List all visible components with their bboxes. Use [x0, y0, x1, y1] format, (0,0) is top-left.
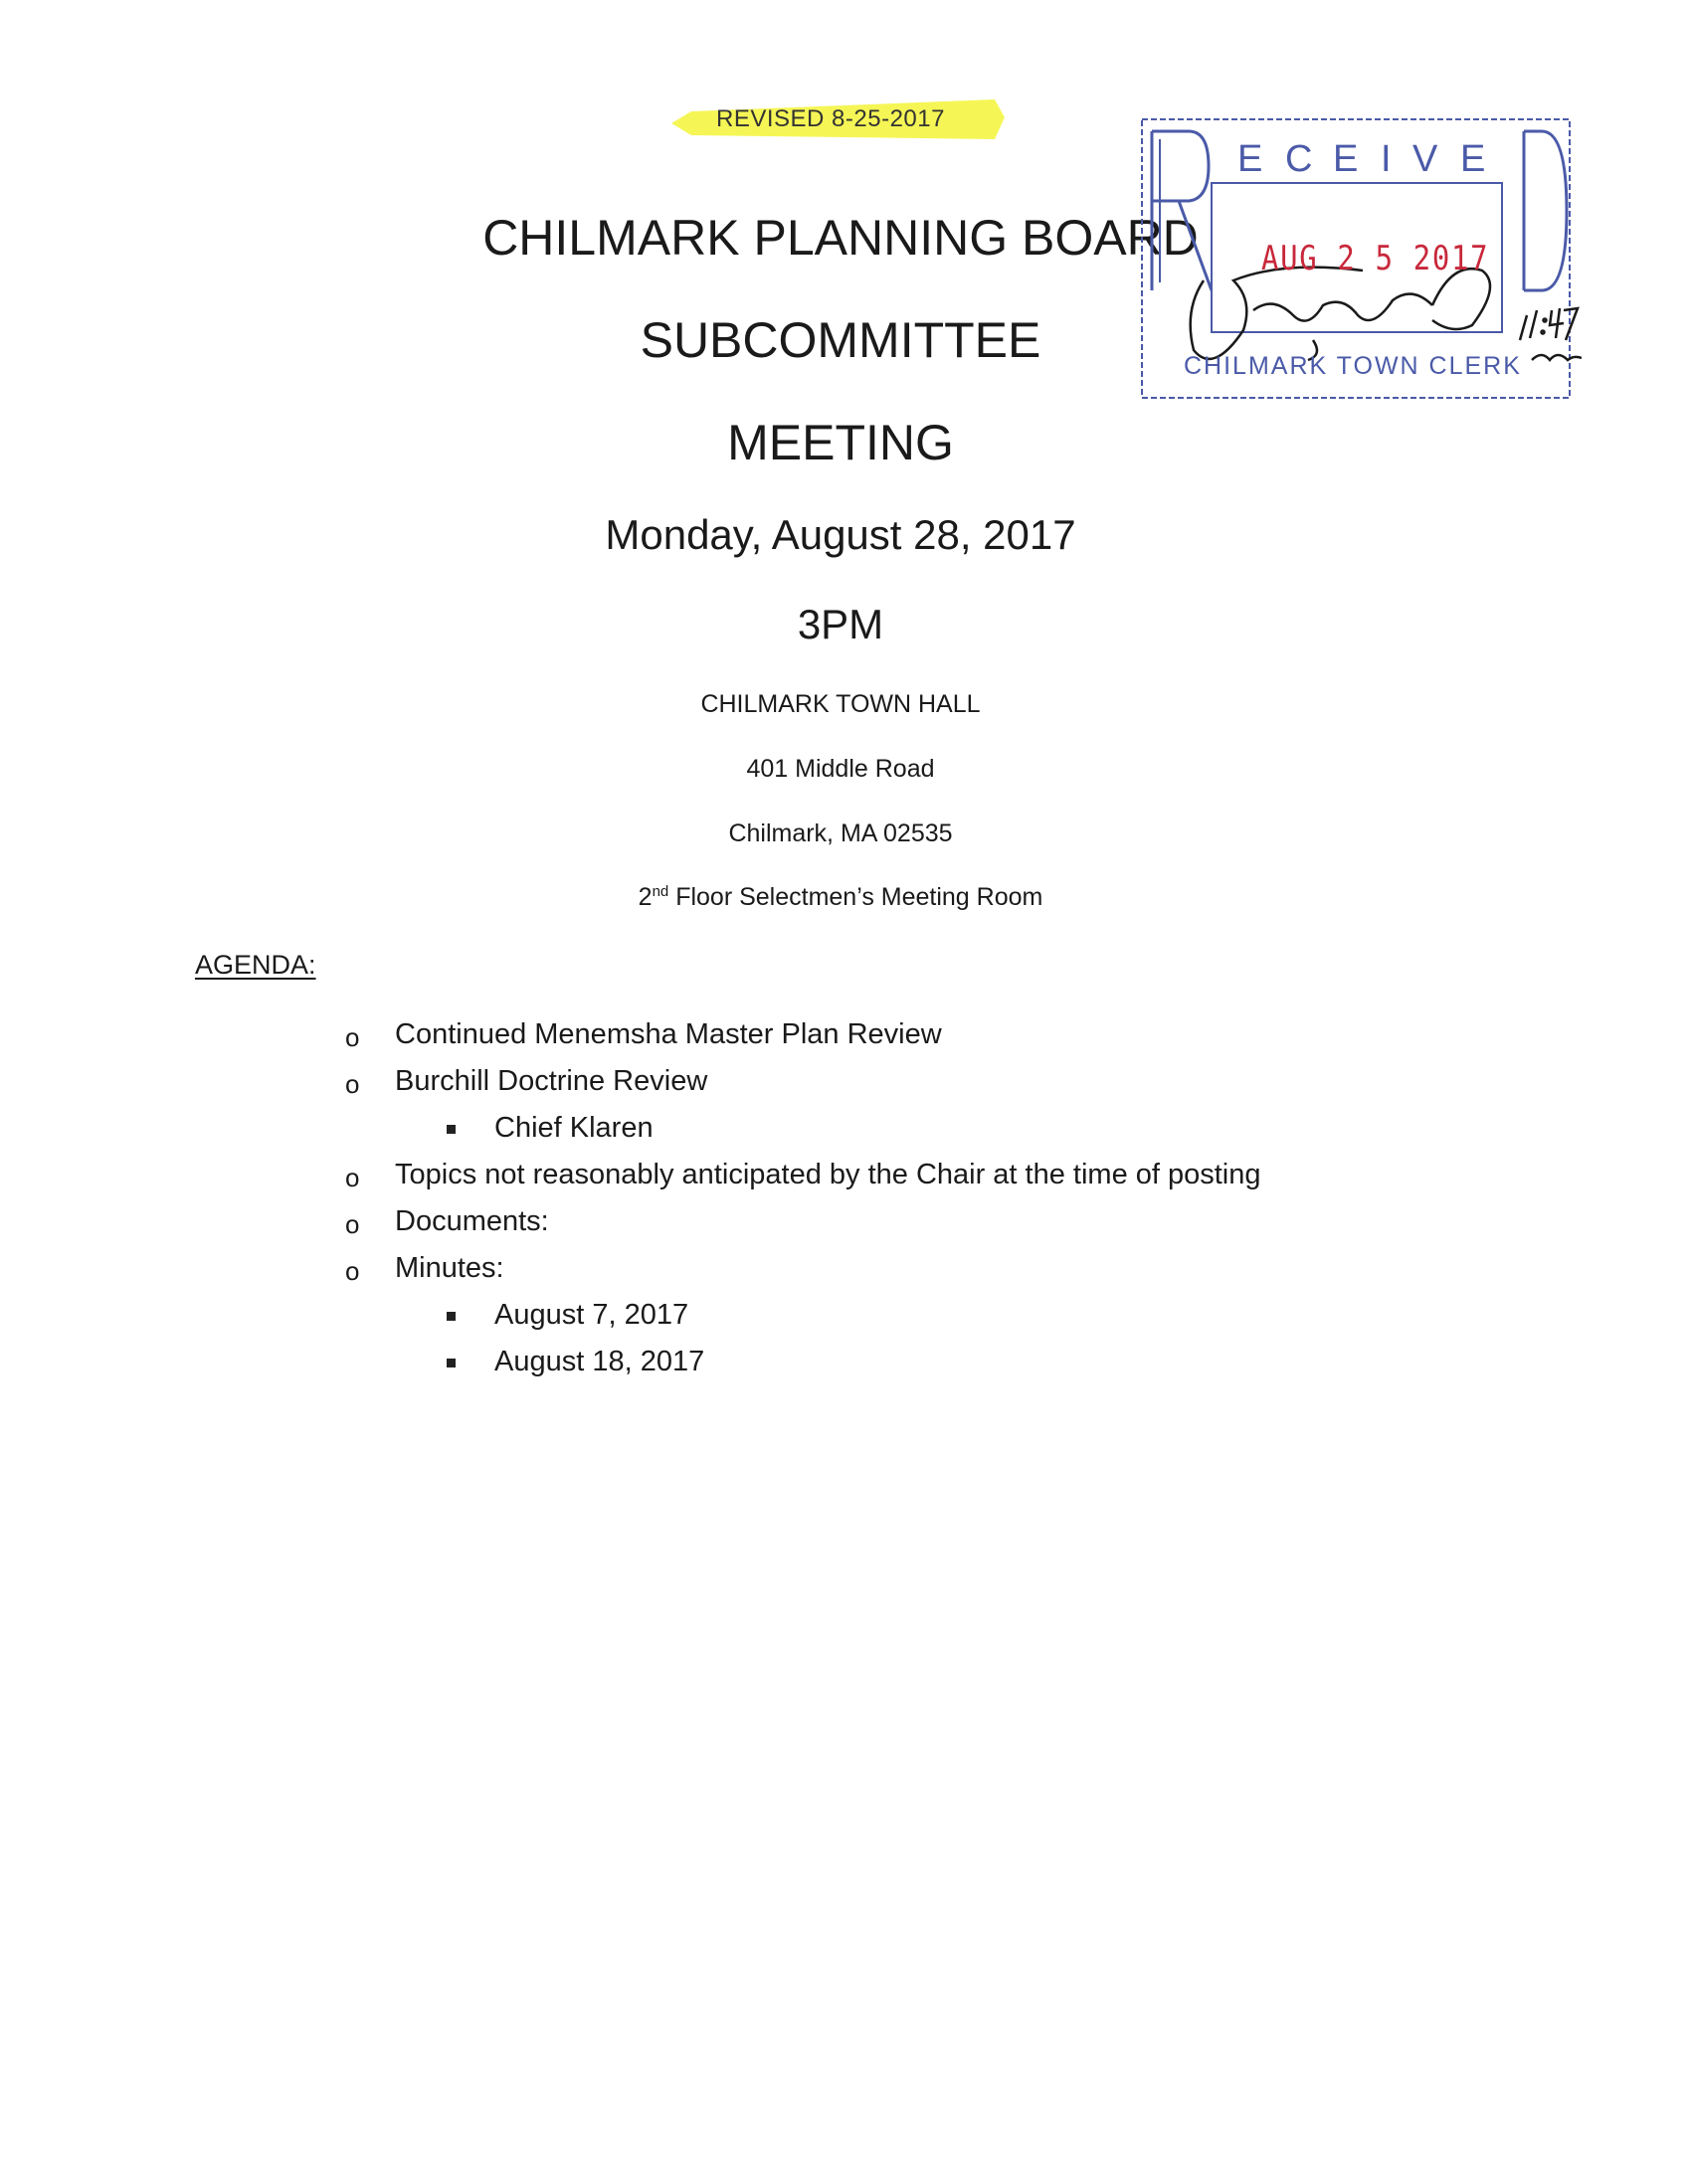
svg-text:E: E: [1333, 138, 1359, 180]
room-name: Floor Selectmen’s Meeting Room: [668, 883, 1043, 911]
circle-bullet-icon: o: [345, 1256, 360, 1286]
square-bullet-icon: [447, 1312, 456, 1321]
svg-text:V: V: [1412, 138, 1438, 180]
stamp-received-letters: [1237, 138, 1485, 180]
circle-bullet-icon: o: [345, 1022, 360, 1052]
handwritten-time: [1520, 308, 1582, 360]
svg-text:C: C: [1285, 138, 1313, 180]
agenda-subitem: August 18, 2017: [494, 1346, 705, 1377]
address-street: 401 Middle Road: [746, 755, 935, 783]
agenda-item: Topics not reasonably anticipated by the Chair at the time of posting: [395, 1159, 1261, 1190]
circle-bullet-icon: o: [345, 1163, 360, 1192]
revised-note: [671, 99, 1005, 143]
circle-bullet-icon: o: [345, 1209, 360, 1239]
address-city: Chilmark, MA 02535: [728, 819, 953, 847]
address-venue: CHILMARK TOWN HALL: [700, 690, 981, 718]
agenda-item: Documents:: [395, 1205, 549, 1237]
title-line-1: CHILMARK PLANNING BOARD: [482, 210, 1199, 266]
agenda-item: Burchill Doctrine Review: [395, 1065, 708, 1097]
agenda-label: AGENDA:: [195, 950, 316, 980]
revised-text: REVISED 8-25-2017: [716, 105, 945, 132]
stamp-clerk: CHILMARK TOWN CLERK: [1184, 352, 1522, 380]
agenda-subitem: Chief Klaren: [494, 1112, 654, 1144]
svg-text:I: I: [1381, 138, 1392, 180]
meeting-time: 3PM: [797, 601, 884, 647]
square-bullet-icon: [447, 1359, 456, 1367]
title-line-3: MEETING: [727, 415, 954, 470]
meeting-date: Monday, August 28, 2017: [605, 511, 1076, 558]
stamp-date: AUG 2 5 2017: [1261, 239, 1490, 278]
signature-mark: [1191, 268, 1490, 360]
square-bullet-icon: [447, 1125, 456, 1134]
agenda-item: Minutes:: [395, 1252, 504, 1284]
floor-suffix: nd: [652, 883, 669, 900]
address-room: [0, 883, 1681, 912]
svg-text:E: E: [1460, 138, 1486, 180]
agenda-item: Continued Menemsha Master Plan Review: [395, 1018, 942, 1050]
floor-number: 2: [638, 883, 653, 911]
circle-bullet-icon: o: [345, 1069, 360, 1099]
title-line-2: SUBCOMMITTEE: [640, 312, 1041, 368]
agenda-subitem: August 7, 2017: [494, 1299, 689, 1331]
svg-text:E: E: [1237, 138, 1263, 180]
